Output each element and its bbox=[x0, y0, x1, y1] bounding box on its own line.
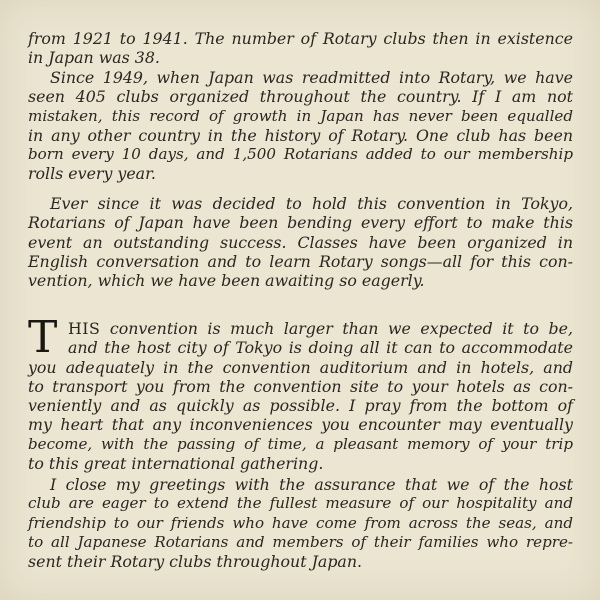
text-line: I close my greetings with the assurance that we of the host bbox=[50, 475, 573, 494]
text-line-rest: convention is much larger than we expected it to be, bbox=[100, 319, 573, 338]
text-line: born every 10 days, and 1,500 Rotarians added to our membership bbox=[28, 145, 573, 164]
text-line: become, with the passing of time, a pleasant memory of your trip bbox=[28, 434, 573, 453]
text-line: Ever since it was decided to hold this convention in Tokyo, bbox=[50, 194, 573, 213]
text-line: you adequately in the convention auditorium and in hotels, and bbox=[28, 357, 573, 377]
text-line: to transport you from the convention site to your hotels as con- bbox=[28, 376, 573, 396]
text-line: sent their Rotary clubs throughout Japan. bbox=[28, 552, 363, 572]
text-line: English conversation and to learn Rotary songs—all for this con- bbox=[28, 251, 573, 271]
text-line: and the host city of Tokyo is doing all it can to accommodate bbox=[68, 338, 573, 358]
text-line: to all Japanese Rotarians and members of their families who repre- bbox=[28, 532, 573, 551]
text-line bbox=[28, 319, 573, 338]
text-line: to this great international gathering. bbox=[28, 454, 324, 474]
small-caps-word: HIS bbox=[68, 319, 101, 338]
text-line: event an outstanding success. Classes have been organized in bbox=[28, 232, 573, 252]
text-line: Since 1949, when Japan was readmitted into Rotary, we have bbox=[50, 68, 573, 87]
text-line: veniently and as quickly as possible. I pray from the bottom of bbox=[28, 396, 573, 416]
paragraph-4 bbox=[28, 312, 573, 474]
text-line: club are eager to extend the fullest measure of our hospitality and bbox=[28, 494, 573, 513]
paragraph-3 bbox=[28, 194, 573, 290]
text-line: vention, which we have been awaiting so eagerly. bbox=[28, 271, 425, 291]
text-line: friendship to our friends who have come from across the seas, and bbox=[28, 513, 573, 532]
text-line: Rotarians of Japan have been bending every effort to make this bbox=[28, 213, 573, 233]
text-line: in any other country in the history of Rotary. One club has been bbox=[28, 125, 573, 145]
text-line: from 1921 to 1941. The number of Rotary clubs then in existence bbox=[28, 29, 573, 48]
drop-cap: T bbox=[28, 312, 58, 363]
paragraph-1 bbox=[28, 29, 573, 68]
text-line: seen 405 clubs organized throughout the country. If I am not bbox=[28, 87, 573, 107]
paragraph-2 bbox=[28, 68, 573, 184]
text-line: my heart that any inconveniences you encounter may eventually bbox=[28, 415, 573, 435]
text-line: in Japan was 38. bbox=[28, 48, 160, 68]
paragraph-5 bbox=[28, 475, 573, 571]
text-line: mistaken, this record of growth in Japan has never been equalled bbox=[28, 106, 573, 125]
text-line: rolls every year. bbox=[28, 164, 156, 184]
